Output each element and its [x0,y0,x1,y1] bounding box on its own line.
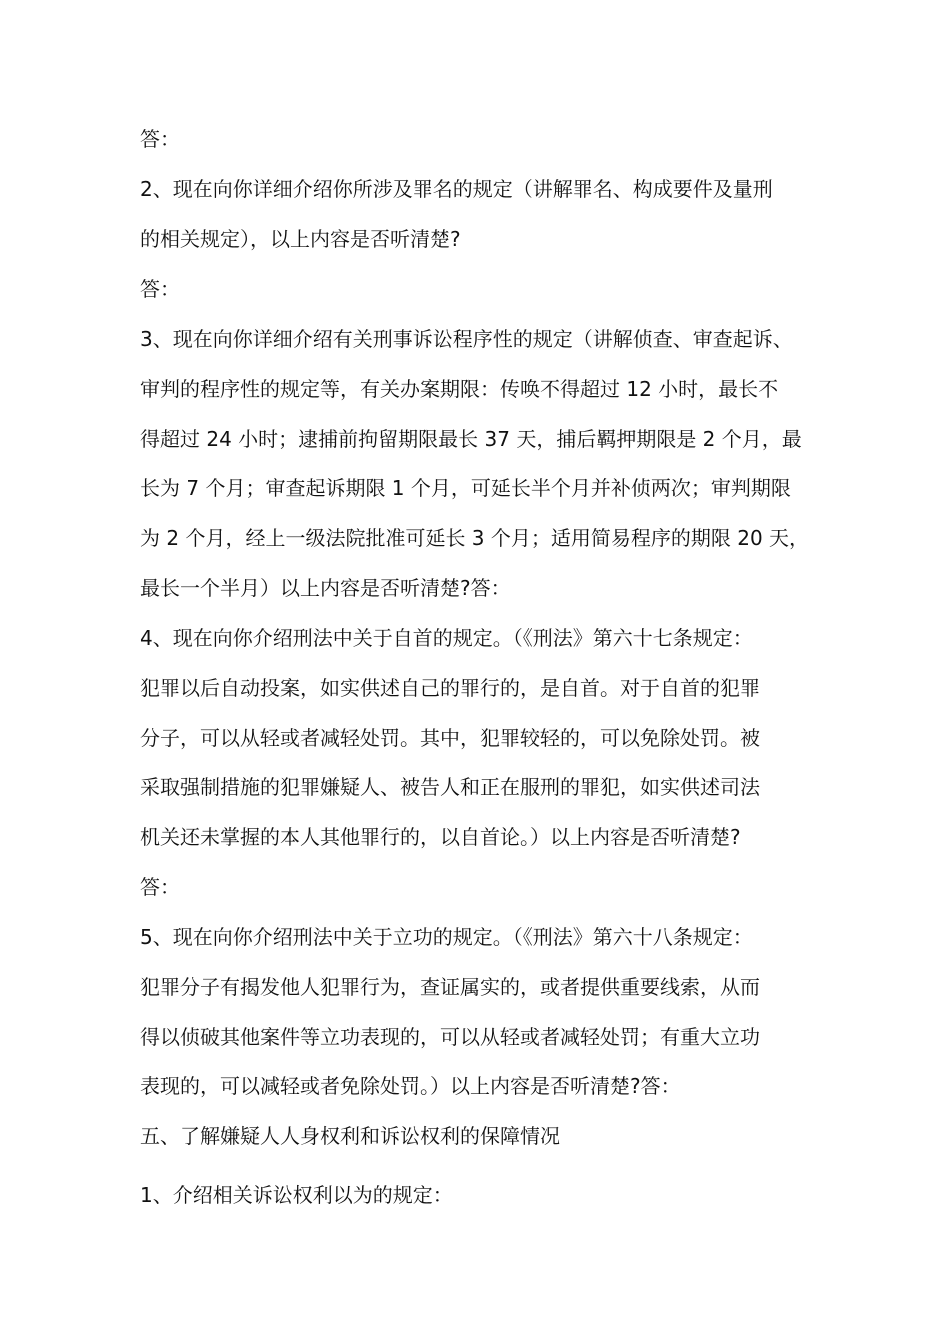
question-5-line-4: 表现的，可以减轻或者免除处罚。）以上内容是否听清楚?答： [140,1074,681,1098]
answer-line: 答： [140,875,180,899]
question-4-line-1: 4、现在向你介绍刑法中关于自首的规定。（《刑法》第六十七条规定： [140,626,753,650]
sub-item-1: 1、介绍相关诉讼权利以为的规定： [140,1183,453,1207]
question-2-line-2: 的相关规定），以上内容是否听清楚? [140,227,461,251]
question-3-line-5: 为 2 个月，经上一级法院批准可延长 3 个月；适用简易程序的期限 20 天， [140,526,810,550]
question-3-line-1: 3、现在向你详细介绍有关刑事诉讼程序性的规定（讲解侦查、审查起诉、 [140,327,793,351]
section-heading: 五、了解嫌疑人人身权利和诉讼权利的保障情况 [140,1124,560,1148]
question-4-line-2: 犯罪以后自动投案，如实供述自己的罪行的，是自首。对于自首的犯罪 [140,676,760,700]
question-3-line-6: 最长一个半月）以上内容是否听清楚?答： [140,576,511,600]
question-4-line-4: 采取强制措施的犯罪嫌疑人、被告人和正在服刑的罪犯，如实供述司法 [140,775,760,799]
question-5-line-1: 5、现在向你介绍刑法中关于立功的规定。（《刑法》第六十八条规定： [140,925,753,949]
question-2-line-1: 2、现在向你详细介绍你所涉及罪名的规定（讲解罪名、构成要件及量刑 [140,177,773,201]
question-4-line-3: 分子，可以从轻或者减轻处罚。其中，犯罪较轻的，可以免除处罚。被 [140,726,760,750]
question-5-line-2: 犯罪分子有揭发他人犯罪行为，查证属实的，或者提供重要线索，从而 [140,975,760,999]
question-3-line-4: 长为 7 个月；审查起诉期限 1 个月，可延长半个月并补侦两次；审判期限 [140,476,791,500]
question-3-line-3: 得超过 24 小时；逮捕前拘留期限最长 37 天，捕后羁押期限是 2 个月，最 [140,427,802,451]
question-4-line-5: 机关还未掌握的本人其他罪行的，以自首论。）以上内容是否听清楚? [140,825,741,849]
answer-line: 答： [140,277,180,301]
question-5-line-3: 得以侦破其他案件等立功表现的，可以从轻或者减轻处罚；有重大立功 [140,1025,760,1049]
answer-line: 答： [140,127,180,151]
question-3-line-2: 审判的程序性的规定等，有关办案期限：传唤不得超过 12 小时，最长不 [140,377,779,401]
